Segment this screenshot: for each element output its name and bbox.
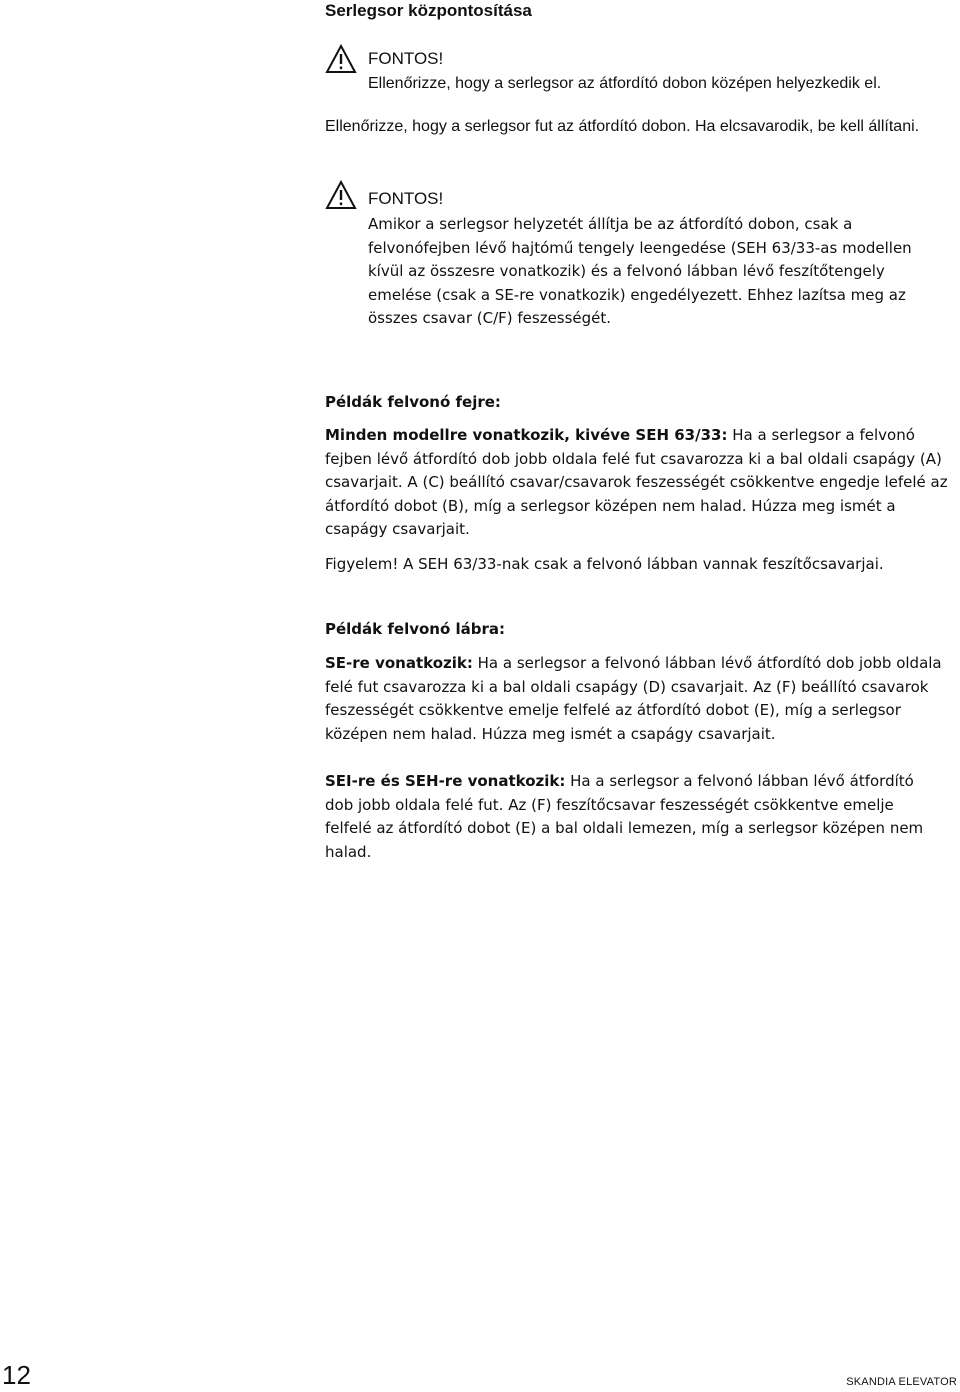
foot-examples-se-paragraph [325,652,950,746]
footer-brand: SKANDIA ELEVATOR [846,1376,957,1388]
warning-triangle-icon [325,180,357,210]
intro-paragraph: Ellenőrizze, hogy a serlegsor fut az átfordító dobon. Ha elcsavarodik, be kell állítani. [325,118,920,135]
warning2-text: Amikor a serlegsor helyzetét állítja be az átfordító dobon, csak a felvonófejben lévő hajtómű tengely leengedése (SEH 63/33-as modellen kívül az összesre vonatkozik) és a felvonó lábban lévő feszítőtengely emelése (csak a SE-re vonatkozik) engedélyezett. Ehhez lazítsa meg az összes csavar (C/F) feszességét. [368,215,912,327]
warning1-title: FONTOS! [368,49,444,68]
section-title: Serlegsor központosítása [325,1,532,20]
head-examples-body: Ha a serlegsor a felvonó fejben lévő átfordító dob jobb oldala felé fut csavarozza ki a bal oldali csapágy (A) csavarjait. A (C) beállító csavar/csavarok feszességét csökkentve engedje lefelé az átfordító dobot (B), míg a serlegsor középen nem halad. Húzza meg ismét a csapágy csavarjait. [325,426,948,538]
page-number: 12 [2,1360,31,1390]
head-examples-note: Figyelem! A SEH 63/33-nak csak a felvonó lábban vannak feszítőcsavarjai. [325,555,884,573]
warning2-title: FONTOS! [368,189,444,208]
foot-examples-sei-paragraph [325,770,940,864]
foot-examples-title: Példák felvonó lábra: [325,620,506,638]
foot-examples-sei-body: Ha a serlegsor a felvonó lábban lévő átfordító dob jobb oldala felé fut. Az (F) feszítőcsavar feszességét csökkentve emelje felfelé az átfordító dobot (E) a bal oldali lemezen, míg a serlegsor középen nem halad. [325,772,924,861]
warning1-text: Ellenőrizze, hogy a serlegsor az átfordító dobon középen helyezkedik el. [368,75,882,92]
head-examples-paragraph [325,424,950,542]
foot-examples-sei-lead: SEI-re és SEH-re vonatkozik: [325,772,566,790]
head-examples-lead: Minden modellre vonatkozik, kivéve SEH 63/33: [325,426,728,444]
foot-examples-se-body: Ha a serlegsor a felvonó lábban lévő átfordító dob jobb oldala felé fut csavarozza ki a bal oldali csapágy (D) csavarjait. Az (F) beállító csavarok feszességét csökkentve emelje felfelé az átfordító dobot (E), míg a serlegsor középen nem halad. Húzza meg ismét a csapágy csavarjait. [325,654,942,743]
warning-triangle-icon [325,44,357,74]
head-examples-title: Példák felvonó fejre: [325,393,501,411]
foot-examples-se-lead: SE-re vonatkozik: [325,654,473,672]
